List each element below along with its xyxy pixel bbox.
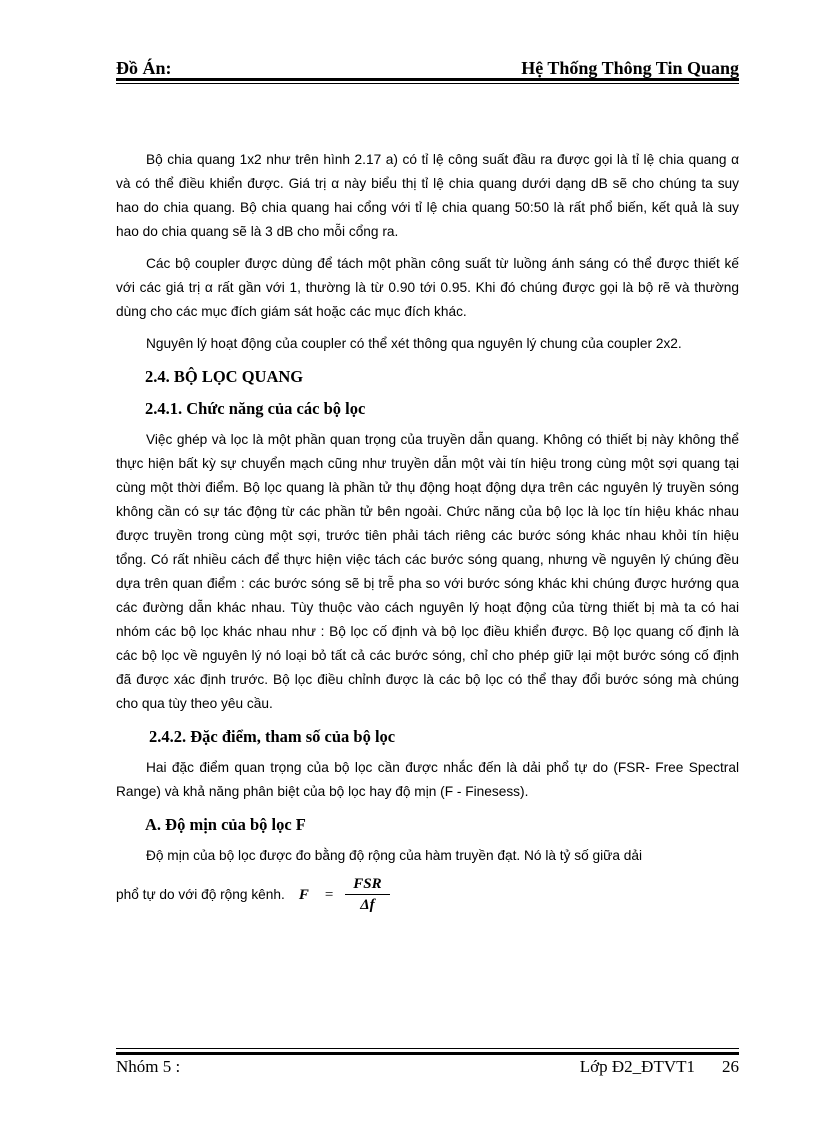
paragraph-finesse-definition: Độ mịn của bộ lọc được đo bằng độ rộng của hàm truyền đạt. Nó là tỷ số giữa dải xyxy=(146,848,642,863)
header-rule-thick xyxy=(116,78,739,81)
section-heading-2-4-1: 2.4.1. Chức năng của các bộ lọc xyxy=(145,399,366,418)
page-header xyxy=(116,58,739,80)
formula-fraction xyxy=(345,874,389,915)
footer-class: Lớp Đ2_ĐTVT1 xyxy=(579,1057,695,1076)
paragraph-coupler-principle: Nguyên lý hoạt động của coupler có thể xét thông qua nguyên lý chung của coupler 2x2. xyxy=(146,336,682,351)
paragraph-finesse-continuation: phổ tự do với độ rộng kênh. xyxy=(116,886,285,902)
section-heading-a-finesse: A. Độ mịn của bộ lọc F xyxy=(145,815,306,834)
header-project-label: Đồ Án: xyxy=(116,58,172,78)
header-rule-thin xyxy=(116,83,739,84)
page-number: 26 xyxy=(722,1057,739,1076)
page-body xyxy=(116,148,739,915)
finesse-formula xyxy=(299,874,390,915)
formula-denominator: Δf xyxy=(360,897,375,913)
section-heading-2-4: 2.4. BỘ LỌC QUANG xyxy=(145,367,304,386)
footer-group: Nhóm 5 : xyxy=(116,1057,181,1076)
paragraph-splitter-ratio: Bộ chia quang 1x2 như trên hình 2.17 a) có tỉ lệ công suất đầu ra được gọi là tỉ lệ chia quang α và có thể điều khiển được. Giá trị α này biểu thị tỉ lệ chia quang dưới dạng dB sẽ cho chúng ta suy hao do chia quang. Bộ chia quang hai cổng với tỉ lệ chia quang 50:50 là rất phổ biến, kết quả là suy hao do chia quang sẽ là 3 dB cho mỗi cổng ra. xyxy=(116,152,739,239)
paragraph-filter-characteristics: Hai đặc điểm quan trọng của bộ lọc cần được nhắc đến là dải phổ tự do (FSR- Free Spectral Range) và khả năng phân biệt của bộ lọc hay độ mịn (F - Finesess). xyxy=(116,760,739,799)
header-title: Hệ Thống Thông Tin Quang xyxy=(521,58,739,78)
formula-numerator: FSR xyxy=(345,874,389,895)
formula-equals: = xyxy=(324,886,334,903)
finesse-formula-line xyxy=(116,874,739,915)
paragraph-filter-function: Việc ghép và lọc là một phần quan trọng của truyền dẫn quang. Không có thiết bị này không thể thực hiện bất kỳ sự chuyển mạch cũng như truyền dẫn một vài tín hiệu trong cùng một sợi quang tại cùng một thời điểm. Bộ lọc quang là phần tử thụ động hoạt động dựa trên các nguyên lý truyền sóng không cần có sự tác động từ các phần tử bên ngoài. Chức năng của bộ lọc là lọc tín hiệu khác nhau được truyền trong cùng một sợi, trước tiên phải tách riêng các bước sóng khác nhau khỏi tín hiệu tổng. Có rất nhiều cách để thực hiện việc tách các bước sóng quang, nhưng về nguyên lý chúng đều dựa trên quan điểm : các bước sóng sẽ bị trễ pha so với bước sóng khác khi chúng được hướng qua các đường dẫn khác nhau. Tùy thuộc vào cách nguyên lý hoạt động của từng thiết bị mà ta có hai nhóm các bộ lọc khác nhau như : Bộ lọc cố định và bộ lọc điều khiển được. Bộ lọc quang cố định là các bộ lọc về nguyên lý nó loại bỏ tất cả các bước sóng, chỉ cho phép giữ lại một bước sóng cố định đã được xác định trước. Bộ lọc điều chỉnh được là các bộ lọc có thể thay đổi bước sóng mà chúng cho qua tùy theo yêu cầu. xyxy=(116,432,739,711)
paragraph-coupler-tap: Các bộ coupler được dùng để tách một phần công suất từ luồng ánh sáng có thể được thiết kế với các giá trị α rất gần với 1, thường là từ 0.90 tới 0.95. Khi đó chúng được gọi là bộ rẽ và thường dùng cho các mục đích giám sát hoặc các mục đích khác. xyxy=(116,256,739,319)
formula-lhs: F xyxy=(298,886,309,903)
footer-rule-thin xyxy=(116,1048,739,1049)
footer-rule-thick xyxy=(116,1052,739,1055)
section-heading-2-4-2: 2.4.2. Đặc điểm, tham số của bộ lọc xyxy=(149,727,396,746)
page-footer xyxy=(116,1057,739,1079)
